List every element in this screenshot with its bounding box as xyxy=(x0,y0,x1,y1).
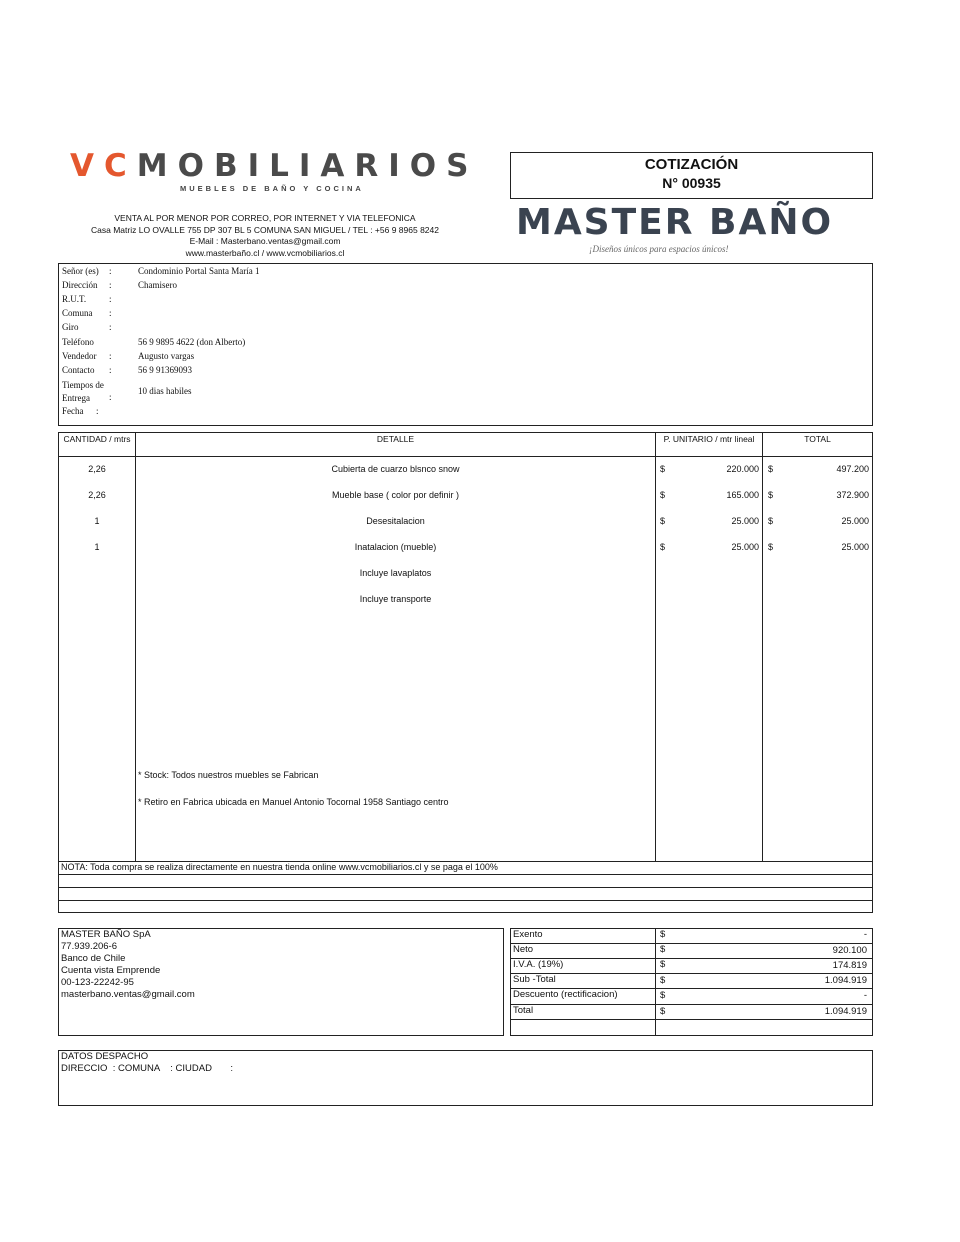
bank-line: Cuenta vista Emprende xyxy=(61,965,161,976)
totals-label: Sub -Total xyxy=(513,974,556,985)
detail-cell: Inatalacion (mueble) xyxy=(354,542,437,552)
total-cell: 25.000 xyxy=(841,542,869,552)
customer-value: 56 9 91369093 xyxy=(138,365,192,375)
totals-value: 920.100 xyxy=(832,945,867,956)
totals-label: Descuento (rectificacion) xyxy=(513,989,618,1000)
customer-label: Comuna xyxy=(62,308,93,318)
colon: : xyxy=(109,280,112,290)
currency-cell: $ xyxy=(660,1006,666,1017)
colon: : xyxy=(109,322,112,332)
customer-row xyxy=(59,379,859,405)
totals-row-line xyxy=(510,958,873,959)
header-qty: CANTIDAD / mtrs xyxy=(63,434,131,444)
colon: : xyxy=(96,406,99,416)
colon: : xyxy=(109,308,112,318)
customer-value: Condominio Portal Santa María 1 xyxy=(138,266,260,276)
shipping-info xyxy=(61,1051,233,1075)
bank-line: 77.939.206-6 xyxy=(61,941,117,952)
totals-label: I.V.A. (19%) xyxy=(513,959,564,970)
detail-cell: Desesitalacion xyxy=(366,516,425,526)
currency-cell: $ xyxy=(768,464,774,474)
currency-cell: $ xyxy=(660,929,666,940)
row-divider xyxy=(58,900,873,901)
customer-label: R.U.T. xyxy=(62,294,87,304)
bank-info xyxy=(61,929,195,1001)
totals-label: Exento xyxy=(513,929,543,940)
customer-value: Augusto vargas xyxy=(138,351,195,361)
currency-cell: $ xyxy=(660,490,666,500)
company-info xyxy=(60,213,470,259)
bank-line: 00-123-22242-95 xyxy=(61,977,134,988)
colon: : xyxy=(109,392,112,402)
row-divider xyxy=(58,874,873,875)
currency-cell: $ xyxy=(768,542,774,552)
unit-price-cell: 165.000 xyxy=(726,490,759,500)
master-bano-logo: MASTER BAÑO xyxy=(516,202,834,243)
info-line: Casa Matriz LO OVALLE 755 DP 307 BL 5 COMUNA SAN MIGUEL / TEL : +56 9 8965 8242 xyxy=(91,224,439,235)
totals-value: 1.094.919 xyxy=(824,1006,867,1017)
currency-cell: $ xyxy=(768,490,774,500)
currency-cell: $ xyxy=(768,516,774,526)
totals-label: Neto xyxy=(513,944,534,955)
customer-info-box xyxy=(58,263,873,426)
column-divider xyxy=(655,432,656,861)
customer-value: Chamisero xyxy=(138,280,177,290)
info-line: www.masterbaño.cl / www.vcmobiliarios.cl xyxy=(185,247,345,258)
customer-label: Contacto xyxy=(62,365,95,375)
purchase-note: NOTA: Toda compra se realiza directamente en nuestra tienda online www.vcmobiliarios.cl y se paga el 100% xyxy=(61,862,498,872)
customer-label: Dirección xyxy=(62,280,98,290)
bank-line: MASTER BAÑO SpA xyxy=(61,929,151,940)
totals-label: Total xyxy=(513,1005,534,1016)
detail-cell: Cubierta de cuarzo blsnco snow xyxy=(331,464,460,474)
customer-label: Tiempos de Entrega xyxy=(62,380,104,403)
logo-subtitle: MUEBLES DE BAÑO Y COCINA xyxy=(180,184,364,193)
customer-value: 56 9 9895 4622 (don Alberto) xyxy=(138,337,246,347)
customer-label: Señor (es) xyxy=(62,266,99,276)
info-line: VENTA AL POR MENOR POR CORREO, POR INTERNET Y VIA TELEFONICA xyxy=(114,213,416,223)
customer-value: 10 dias habiles xyxy=(138,386,192,396)
unit-price-cell: 25.000 xyxy=(731,542,759,552)
currency-cell: $ xyxy=(660,959,666,970)
totals-row-line xyxy=(510,1019,873,1020)
total-cell: 25.000 xyxy=(841,516,869,526)
quote-header-box xyxy=(510,152,873,199)
header-unit-price: P. UNITARIO / mtr lineal xyxy=(663,434,755,444)
totals-row-line xyxy=(510,973,873,974)
colon: : xyxy=(109,266,112,276)
shipping-title: DATOS DESPACHO xyxy=(61,1051,149,1062)
stock-note: * Stock: Todos nuestros muebles se Fabrican xyxy=(138,770,319,780)
totals-value: 1.094.919 xyxy=(824,975,867,986)
logo-vc-letters: VC xyxy=(70,148,137,184)
detail-cell: Mueble base ( color por definir ) xyxy=(331,490,460,500)
colon: : xyxy=(109,294,112,304)
totals-row-line xyxy=(510,943,873,944)
qty-cell: 1 xyxy=(94,516,100,526)
currency-cell: $ xyxy=(660,990,666,1001)
currency-cell: $ xyxy=(660,975,666,986)
totals-row-line xyxy=(510,1004,873,1005)
totals-value: - xyxy=(863,990,867,1001)
header-divider xyxy=(58,456,873,457)
bank-line: Banco de Chile xyxy=(61,953,126,964)
column-divider xyxy=(762,432,763,861)
total-cell: 497.200 xyxy=(836,464,869,474)
customer-label: Vendedor xyxy=(62,351,97,361)
shipping-fields: DIRECCIO : COMUNA : CIUDAD : xyxy=(61,1063,234,1074)
totals-value: - xyxy=(863,929,867,940)
colon: : xyxy=(109,351,112,361)
master-bano-tagline: ¡Diseños únicos para espacios únicos! xyxy=(589,244,729,254)
qty-cell: 2,26 xyxy=(88,490,106,500)
info-line: E-Mail : Masterbano.ventas@gmail.com xyxy=(189,236,341,246)
currency-cell: $ xyxy=(660,516,666,526)
vc-mobiliarios-logo xyxy=(70,148,478,184)
currency-cell: $ xyxy=(660,542,666,552)
header-detail: DETALLE xyxy=(376,434,415,444)
qty-cell: 2,26 xyxy=(88,464,106,474)
currency-cell: $ xyxy=(660,464,666,474)
customer-label: Fecha xyxy=(62,406,84,416)
total-cell: 372.900 xyxy=(836,490,869,500)
items-table xyxy=(58,432,873,913)
quote-number: N° 00935 xyxy=(662,175,721,191)
header-total: TOTAL xyxy=(804,434,831,444)
logo-mobiliarios-letters: MOBILIARIOS xyxy=(136,148,479,184)
colon: : xyxy=(109,365,112,375)
unit-price-cell: 220.000 xyxy=(726,464,759,474)
pickup-note: * Retiro en Fabrica ubicada en Manuel Antonio Tocornal 1958 Santiago centro xyxy=(138,797,449,807)
bank-line: masterbano.ventas@gmail.com xyxy=(61,989,195,1000)
row-divider xyxy=(58,887,873,888)
totals-value: 174.819 xyxy=(832,960,867,971)
detail-cell: Incluye transporte xyxy=(359,594,432,604)
customer-label: Giro xyxy=(62,322,79,332)
currency-cell: $ xyxy=(660,944,666,955)
customer-label: Teléfono xyxy=(62,337,94,347)
detail-cell: Incluye lavaplatos xyxy=(359,568,432,578)
quote-title: COTIZACIÓN xyxy=(644,156,739,173)
qty-cell: 1 xyxy=(94,542,100,552)
unit-price-cell: 25.000 xyxy=(731,516,759,526)
